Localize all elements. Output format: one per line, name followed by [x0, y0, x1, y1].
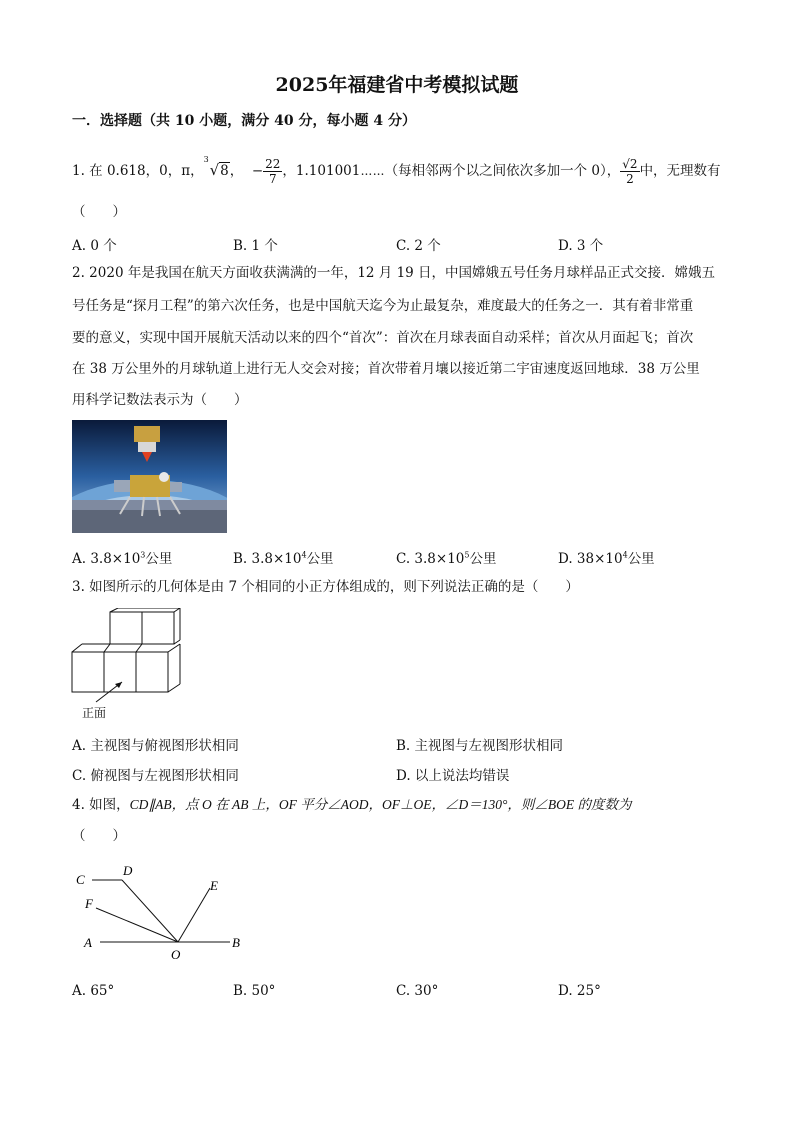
q2-option-d[interactable] [558, 547, 655, 567]
fraction-sqrt2-2 [620, 157, 639, 186]
q2-option-b[interactable] [233, 547, 334, 567]
q2-line-5: 用科学记数法表示为（ ） [72, 392, 248, 408]
neg-sign: − [251, 163, 264, 179]
q2-line-1: 2. 2020 年是我国在航天方面收获满满的一年，12 月 19 日，中国嫦娥五号任务月球样品正式交接．嫦娥五 [72, 265, 716, 281]
q3-option-d[interactable]: D. 以上说法均错误 [396, 768, 510, 784]
q1-part2: ，1.101001⋯⋯（每相邻两个以之间依次多加一个 0）， [282, 163, 621, 179]
q1-option-c[interactable]: C. 2 个 [396, 238, 441, 254]
question-1-text: 1. 在 0.618，0，π， 3 √8， − $\frac{22}{7}$ ，1.101001⋯⋯（每相邻两个以之间依次多加一个 0）， $\frac{√2}{2}$ 中，无理数有 [72, 145, 721, 195]
q2-b-pre: B. 3.8×10 [233, 551, 302, 567]
q3-option-b[interactable]: B. 主视图与左视图形状相同 [396, 738, 564, 754]
q2-d-post: 公里 [627, 551, 655, 567]
q2-b-post: 公里 [306, 551, 334, 567]
q2-line-4: 在 38 万公里外的月球轨道上进行无人交会对接；首次带着月壤以接近第二宇宙速度返回地球．38 万公里 [72, 361, 700, 377]
q4-option-d[interactable]: D. 25° [558, 983, 601, 999]
q2-c-post: 公里 [469, 551, 497, 567]
q1-option-a[interactable]: A. 0 个 [72, 238, 117, 254]
cube-root-radicand: 8 [220, 163, 229, 179]
cube-root-index: 3 [203, 155, 209, 164]
q4-text-b: CD∥AB，点 O 在 AB 上，OF 平分∠AOD，OF⊥OE，∠D＝130°，则∠BOE 的度数为 [129, 797, 632, 812]
q1-part3: 中，无理数有 [639, 163, 721, 179]
q2-d-exp: 4 [622, 550, 628, 560]
label-f: F [85, 896, 93, 911]
frac2-den: 2 [626, 172, 634, 186]
q1-part1: 1. 在 0.618，0，π， [72, 163, 204, 179]
q4-option-a[interactable]: A. 65° [72, 983, 115, 999]
section-heading: 一．选择题（共 10 小题，满分 40 分，每小题 4 分） [72, 113, 416, 129]
front-view-label: 正面 [82, 706, 107, 720]
q2-d-pre: D. 38×10 [558, 551, 623, 567]
label-b: B [232, 935, 240, 950]
frac1-den: 7 [268, 172, 277, 186]
q2-c-pre: C. 3.8×10 [396, 551, 465, 567]
q4-option-c[interactable]: C. 30° [396, 983, 439, 999]
q3-option-a[interactable]: A. 主视图与俯视图形状相同 [72, 738, 239, 754]
label-a: A [84, 935, 92, 950]
q1-option-b[interactable]: B. 1 个 [233, 238, 278, 254]
frac1-num: 22 [265, 157, 281, 171]
q4-paren: （ ） [72, 828, 126, 844]
angle-figure [70, 860, 260, 965]
frac2-num: √2 [622, 157, 638, 171]
page-title: 2025年福建省中考模拟试题 [275, 74, 519, 96]
q2-c-exp: 5 [464, 550, 470, 560]
label-e: E [210, 878, 218, 893]
q4-option-b[interactable]: B. 50° [233, 983, 276, 999]
q4-text-a: 4. 如图， [72, 797, 130, 813]
lunar-lander-photo [72, 420, 227, 533]
q2-a-post: 公里 [145, 551, 173, 567]
q2-a-pre: A. 3.8×10 [72, 551, 141, 567]
q2-a-exp: 3 [140, 550, 146, 560]
q3-option-c[interactable]: C. 俯视图与左视图形状相同 [72, 768, 239, 784]
q3-text: 3. 如图所示的几何体是由 7 个相同的小正方体组成的，则下列说法正确的是（ ） [72, 579, 579, 595]
cube-root: 3 √8 [204, 145, 230, 196]
label-c: C [76, 872, 85, 887]
q2-line-2: 号任务是“探月工程”的第六次任务，也是中国航天迄今为止最复杂，难度最大的任务之一．其有着非常重 [72, 298, 694, 314]
q4-text [72, 796, 632, 814]
fraction-22-7 [263, 157, 282, 186]
label-o: O [171, 947, 181, 962]
label-d: D [123, 863, 133, 878]
q2-b-exp: 4 [301, 550, 307, 560]
q1-paren: （ ） [72, 204, 126, 220]
q2-option-c[interactable] [396, 547, 496, 567]
q2-option-a[interactable] [72, 547, 172, 567]
q1-option-d[interactable]: D. 3 个 [558, 238, 604, 254]
q2-line-3: 要的意义，实现中国开展航天活动以来的四个“首次”：首次在月球表面自动采样；首次从月面起飞；首次 [72, 330, 694, 346]
